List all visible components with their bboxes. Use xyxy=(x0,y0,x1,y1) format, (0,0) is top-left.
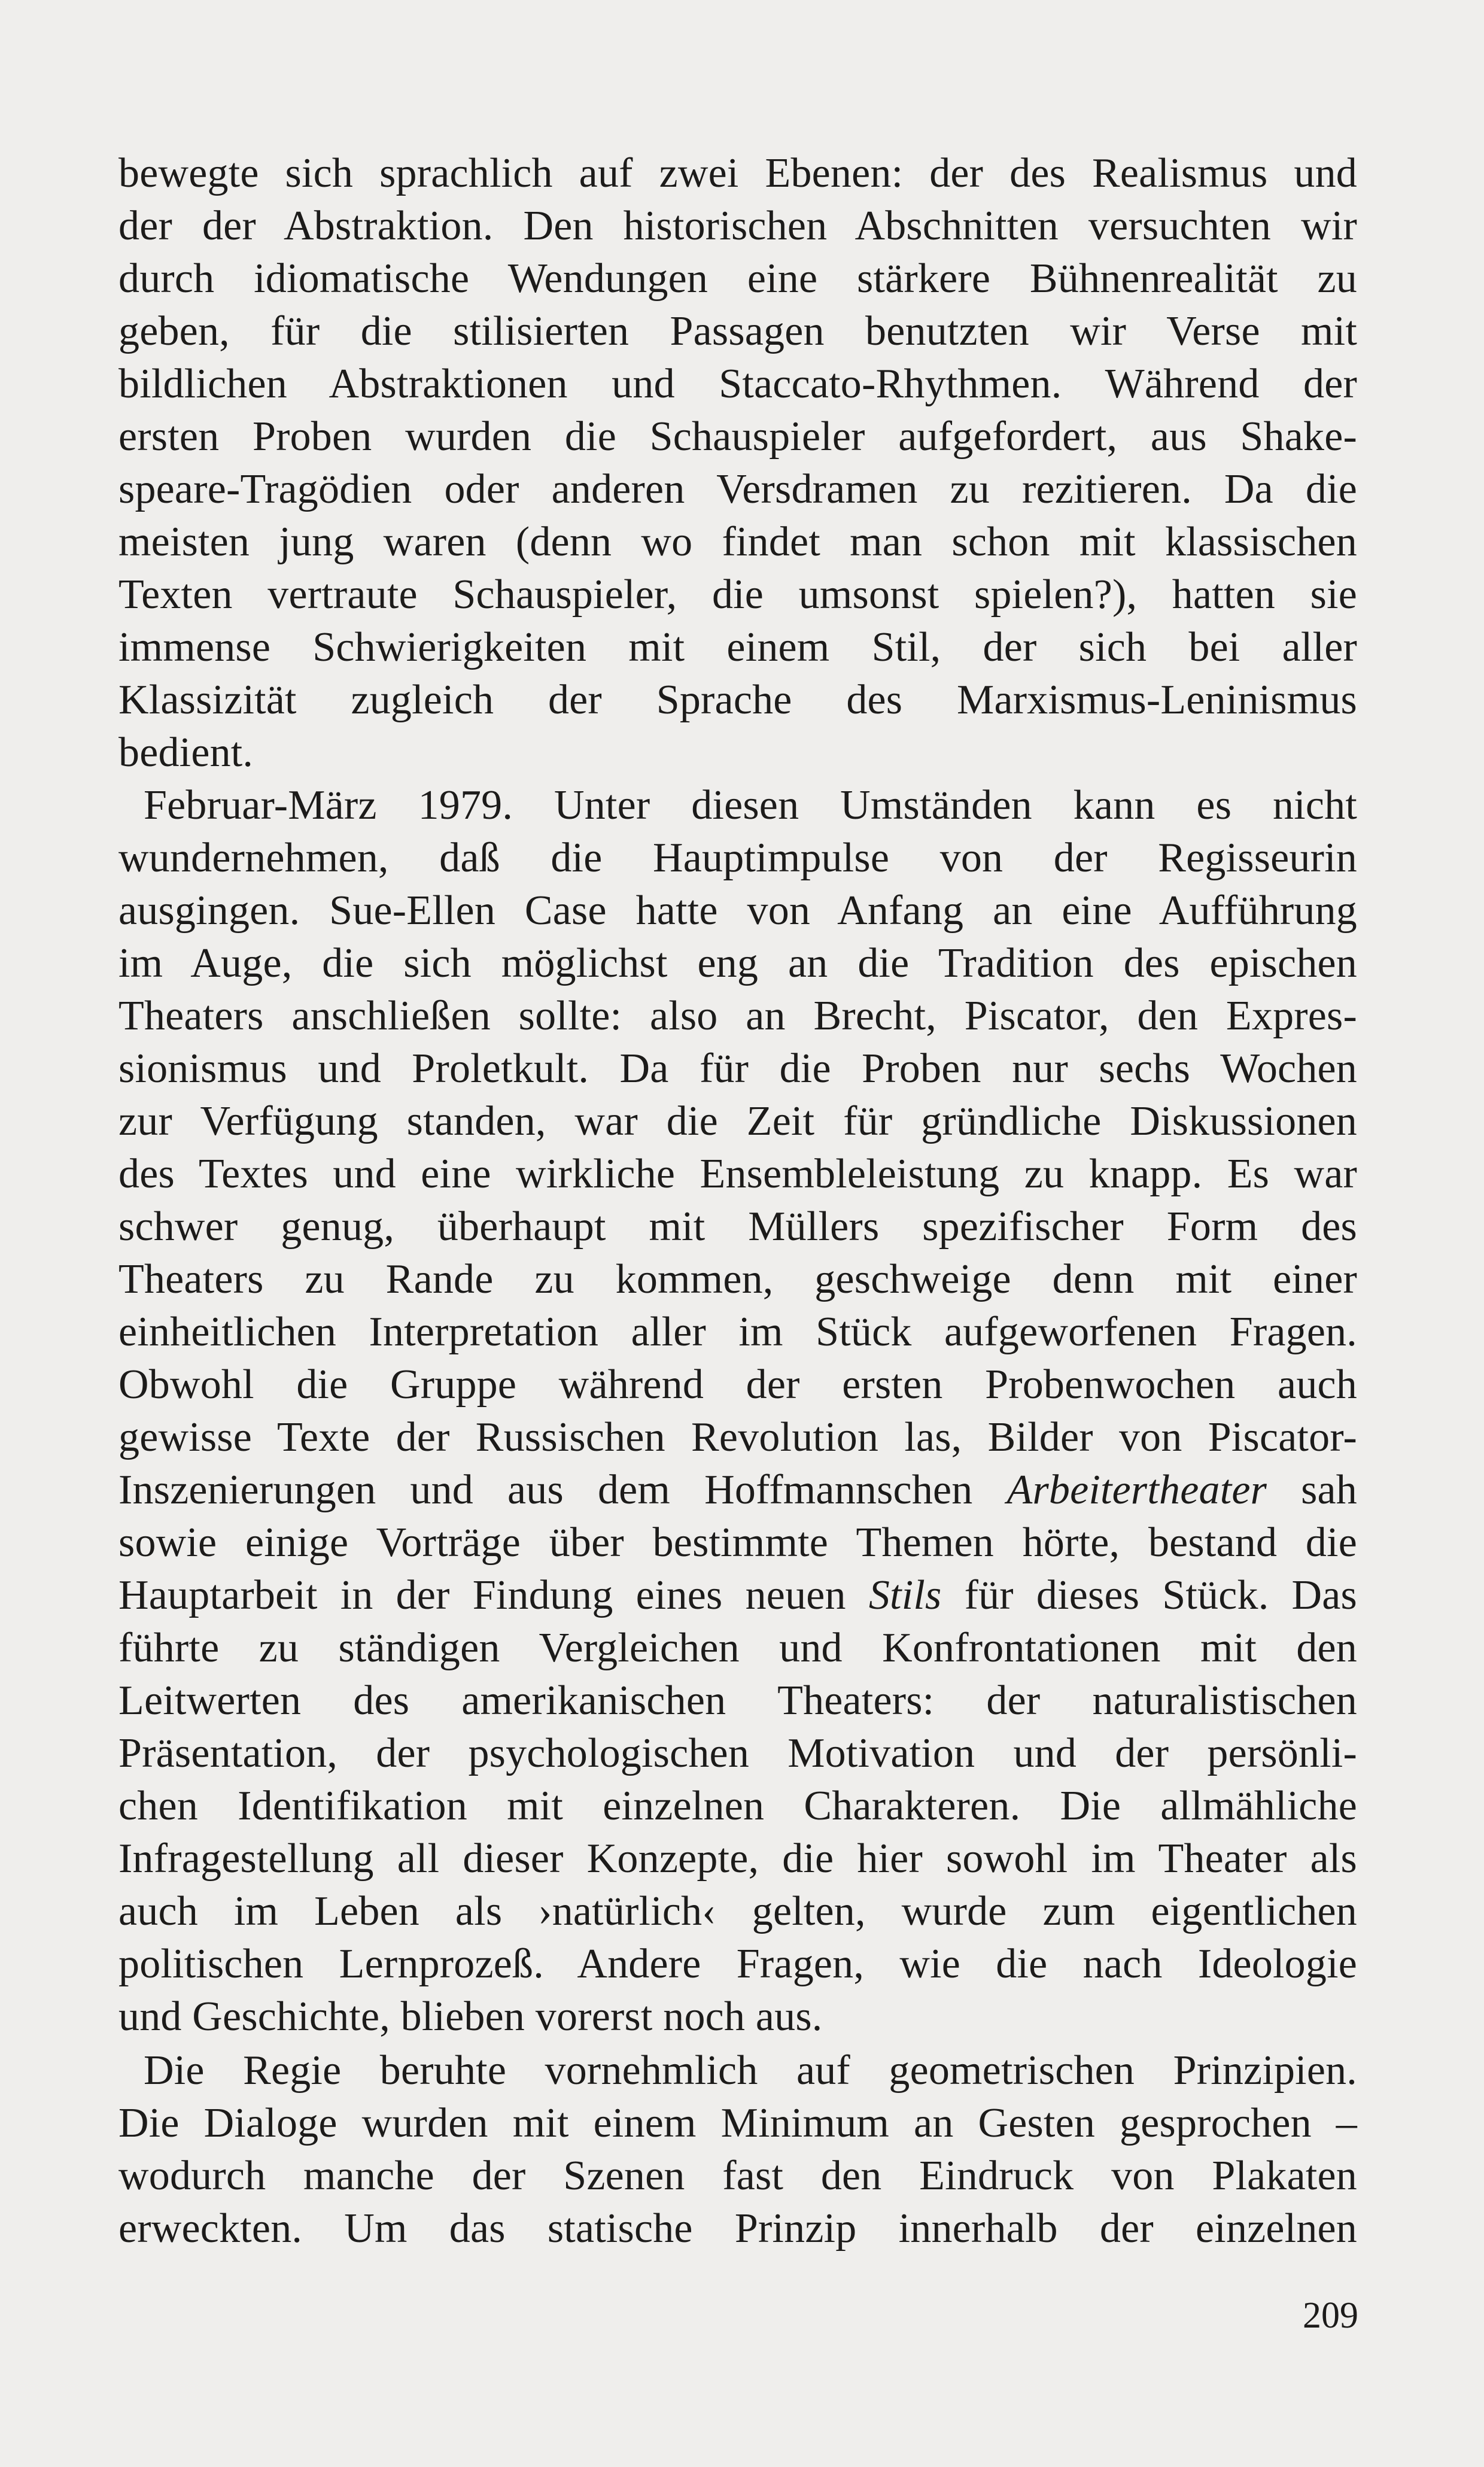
text-line: speare-Tragödien oder anderen Versdramen zu rezitieren. Da die xyxy=(118,466,1357,512)
text-line xyxy=(118,1569,1357,1622)
text-line xyxy=(118,1464,1357,1517)
text-line: schwer genug, überhaupt mit Müllers spezifischer Form des xyxy=(118,1204,1357,1250)
text-line: sionismus und Proletkult. Da für die Proben nur sechs Wochen xyxy=(118,1046,1357,1092)
text-line: Infragestellung all dieser Konzepte, die hier sowohl im Theater als xyxy=(118,1836,1357,1882)
paragraph-2 xyxy=(118,779,1357,2043)
text-line: zur Verfügung standen, war die Zeit für gründliche Diskussionen xyxy=(118,1098,1357,1144)
italic-title: Arbeitertheater xyxy=(1006,1467,1267,1513)
text-line: Texten vertraute Schauspieler, die umsonst spielen?), hatten sie xyxy=(118,572,1357,618)
text-line: durch idiomatische Wendungen eine stärkere Bühnenrealität zu xyxy=(118,256,1357,302)
text-segment: sah xyxy=(1267,1467,1357,1513)
italic-emphasis: Stils xyxy=(868,1572,942,1618)
text-line: Klassizität zugleich der Sprache des Marxismus-Leninismus xyxy=(118,677,1357,723)
text-line: einheitlichen Interpretation aller im Stück aufgeworfenen Fragen. xyxy=(118,1309,1357,1355)
text-line: bedient. xyxy=(118,730,254,776)
text-line: erweckten. Um das statische Prinzip innerhalb der einzelnen xyxy=(118,2205,1357,2252)
text-line: bewegte sich sprachlich auf zwei Ebenen: der des Realismus und xyxy=(118,150,1357,196)
text-line: der der Abstraktion. Den historischen Abschnitten versuchten wir xyxy=(118,203,1357,249)
paragraph-3 xyxy=(118,2044,1357,2255)
text-line: ausgingen. Sue-Ellen Case hatte von Anfang an eine Aufführung xyxy=(118,888,1357,934)
text-line: Die Regie beruhte vornehmlich auf geometrischen Prinzipien. xyxy=(144,2047,1357,2094)
text-line: Februar-März 1979. Unter diesen Umständen kann es nicht xyxy=(144,782,1357,828)
text-line: geben, für die stilisierten Passagen benutzten wir Verse mit xyxy=(118,308,1357,354)
text-line: politischen Lernprozeß. Andere Fragen, wie die nach Ideologie xyxy=(118,1941,1357,1987)
text-line: meisten jung waren (denn wo findet man schon mit klassischen xyxy=(118,519,1357,565)
text-line: wodurch manche der Szenen fast den Eindruck von Plakaten xyxy=(118,2153,1357,2199)
text-line: des Textes und eine wirkliche Ensembleleistung zu knapp. Es war xyxy=(118,1151,1357,1197)
text-line: führte zu ständigen Vergleichen und Konfrontationen mit den xyxy=(118,1625,1357,1671)
text-line: auch im Leben als ›natürlich‹ gelten, wurde zum eigentlichen xyxy=(118,1888,1357,1934)
text-line: sowie einige Vorträge über bestimmte Themen hörte, bestand die xyxy=(118,1520,1357,1566)
page-number: 209 xyxy=(1303,2295,1358,2336)
text-line: Theaters anschließen sollte: also an Brecht, Piscator, den Expres- xyxy=(118,993,1357,1039)
text-segment: Hauptarbeit in der Findung eines neuen xyxy=(118,1572,869,1618)
text-line: chen Identifikation mit einzelnen Charakteren. Die allmähliche xyxy=(118,1783,1357,1829)
text-line: Die Dialoge wurden mit einem Minimum an Gesten gesprochen – xyxy=(118,2100,1357,2146)
text-line: gewisse Texte der Russischen Revolution las, Bilder von Piscator- xyxy=(118,1414,1357,1460)
text-line: im Auge, die sich möglichst eng an die Tradition des epischen xyxy=(118,940,1357,986)
text-line: und Geschichte, blieben vorerst noch aus. xyxy=(118,1994,823,2040)
text-line: immense Schwierigkeiten mit einem Stil, der sich bei aller xyxy=(118,624,1357,670)
text-line: Obwohl die Gruppe während der ersten Probenwochen auch xyxy=(118,1362,1357,1408)
text-line: wundernehmen, daß die Hauptimpulse von der Regisseurin xyxy=(118,835,1357,881)
text-segment: Inszenierungen und aus dem Hoffmannschen xyxy=(118,1467,1007,1513)
text-line: bildlichen Abstraktionen und Staccato-Rhythmen. Während der xyxy=(118,361,1357,407)
text-line: ersten Proben wurden die Schauspieler aufgefordert, aus Shake- xyxy=(118,414,1357,460)
text-segment: für dieses Stück. Das xyxy=(941,1572,1357,1618)
text-line: Leitwerten des amerikanischen Theaters: der naturalistischen xyxy=(118,1678,1357,1724)
text-line: Präsentation, der psychologischen Motivation und der persönli- xyxy=(118,1730,1357,1776)
paragraph-1 xyxy=(118,147,1357,779)
text-line: Theaters zu Rande zu kommen, geschweige denn mit einer xyxy=(118,1256,1357,1302)
body-text xyxy=(118,147,1357,2255)
